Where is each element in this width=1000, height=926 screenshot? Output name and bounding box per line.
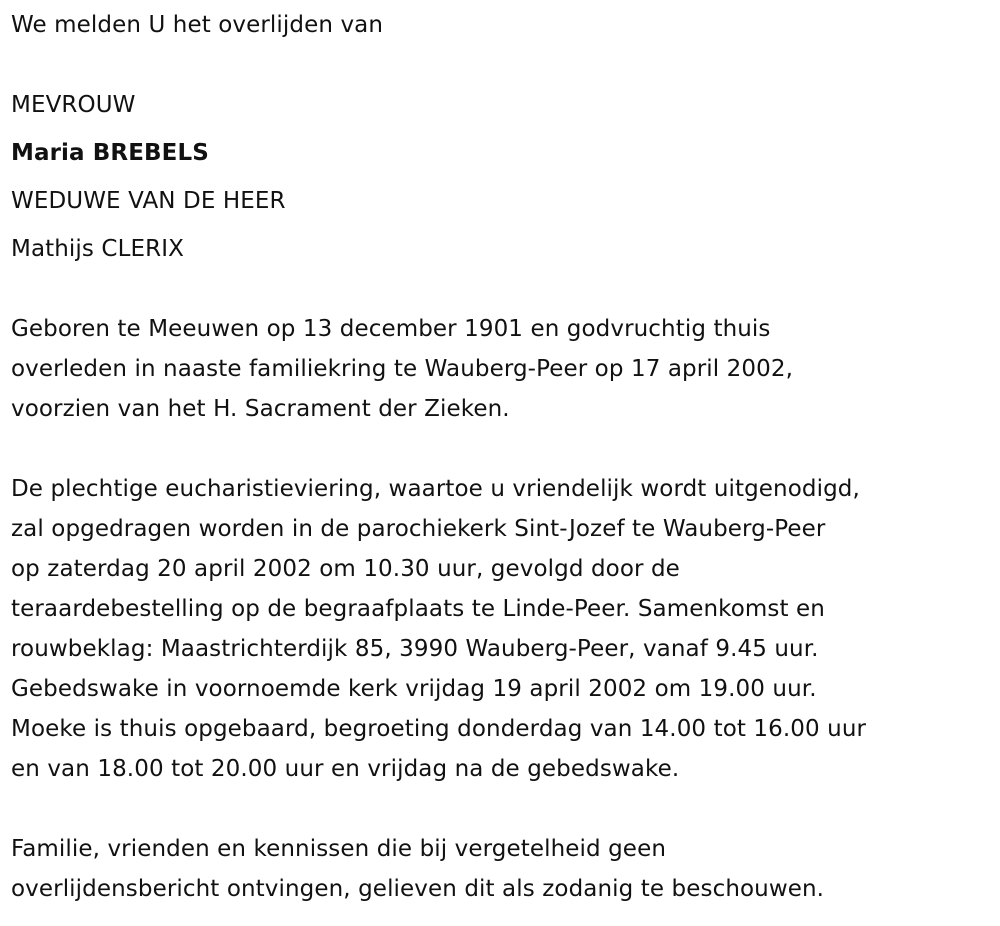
birth-death-line: Geboren te Meeuwen op 13 december 1901 en godvruchtig thuis: [11, 316, 771, 342]
ceremony-line: Moeke is thuis opgebaard, begroeting donderdag van 14.00 tot 16.00 uur: [11, 716, 867, 742]
intro-text: We melden U het overlijden van: [11, 12, 384, 38]
ceremony-line: zal opgedragen worden in de parochiekerk Sint-Jozef te Wauberg-Peer: [11, 516, 826, 542]
deceased-title: MEVROUW: [11, 92, 136, 118]
ceremony-line: op zaterdag 20 april 2002 om 10.30 uur, gevolgd door de: [11, 556, 680, 582]
closing-line: overlijdensbericht ontvingen, gelieven dit als zodanig te beschouwen.: [11, 876, 825, 902]
ceremony-line: rouwbeklag: Maastrichterdijk 85, 3990 Wauberg-Peer, vanaf 9.45 uur.: [11, 636, 819, 662]
spouse-name: Mathijs CLERIX: [11, 236, 184, 262]
birth-death-line: voorzien van het H. Sacrament der Zieken.: [11, 396, 510, 422]
ceremony-line: De plechtige eucharistieviering, waartoe u vriendelijk wordt uitgenodigd,: [11, 476, 860, 502]
ceremony-line: Gebedswake in voornoemde kerk vrijdag 19 april 2002 om 19.00 uur.: [11, 676, 817, 702]
ceremony-line: en van 18.00 tot 20.00 uur en vrijdag na de gebedswake.: [11, 756, 680, 782]
widow-of-text: WEDUWE VAN DE HEER: [11, 188, 286, 214]
closing-line: Familie, vrienden en kennissen die bij vergetelheid geen: [11, 836, 666, 862]
birth-death-line: overleden in naaste familiekring te Wauberg-Peer op 17 april 2002,: [11, 356, 794, 382]
deceased-name: Maria BREBELS: [11, 140, 209, 166]
ceremony-line: teraardebestelling op de begraafplaats te Linde-Peer. Samenkomst en: [11, 596, 825, 622]
